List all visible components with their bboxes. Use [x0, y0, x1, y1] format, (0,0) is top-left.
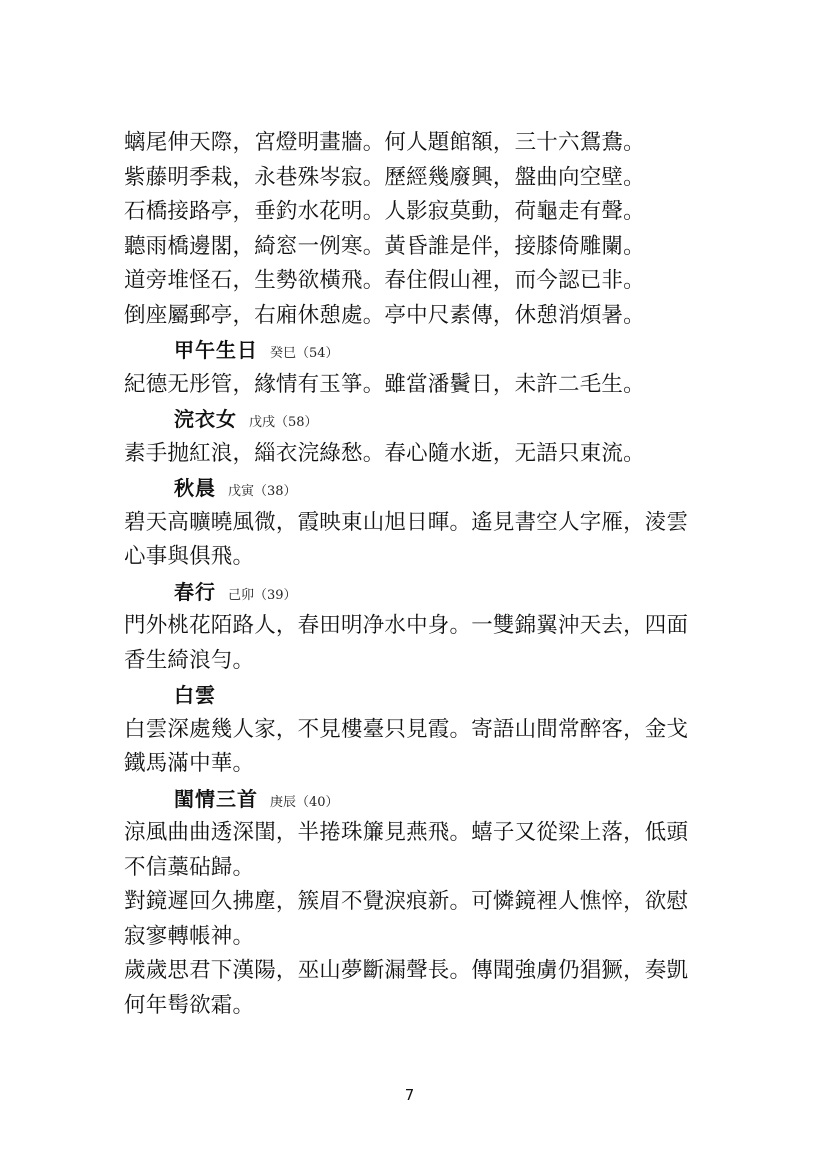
poem-date-note: 己卯（39）: [228, 587, 297, 603]
poem-title: 甲午生日: [174, 338, 258, 362]
poem-line: 香生綺浪勻。: [124, 647, 255, 673]
poem-line: 碧天高曠曉風微，霞映東山旭日暉。遙見書空人字雁，淩雲: [124, 509, 689, 535]
poem-line: 涼風曲曲透深閨，半捲珠簾見燕飛。蟢子又從梁上落，低頭: [124, 820, 689, 845]
poem-line: 何年髩欲霜。: [124, 992, 255, 1018]
poem-title: 春行: [174, 579, 216, 604]
poem-line: 不信藁砧歸。: [124, 854, 255, 880]
poem-title: 白雲: [174, 683, 216, 707]
poem-date-note: 癸巳（54）: [270, 346, 339, 361]
poem-line: 聽雨橋邊閣，綺窓一例寒。黃昏誰是伴，接膝倚雕闌。: [124, 233, 645, 259]
poem-line: 螭尾伸天際，宮燈明畫牆。何人題館額，三十六鴛鴦。: [124, 130, 645, 155]
poem-title: 閨情三首: [174, 786, 258, 811]
poem-heading: [124, 782, 724, 817]
poem-title: 秋晨: [174, 476, 216, 500]
poem-date-note: 戊戌（58）: [249, 415, 318, 430]
poem-line: 紫藤明季栽，永巷殊岑寂。歷經幾廢興，盤曲向空壁。: [124, 164, 645, 190]
poem-line: 素手抛紅浪，緇衣浣綠愁。春心隨水逝，无語只東流。: [124, 440, 645, 466]
poem-line: 白雲深處幾人家，不見樓臺只見霞。寄語山間常醉客，金戈: [124, 716, 689, 742]
poem-line: 倒座屬郵亭，右廂休憩處。亭中尺素傳，休憩消煩暑。: [124, 302, 645, 328]
poem-line: 門外桃花陌路人，春田明净水中身。一雙錦翼沖天去，四面: [124, 613, 689, 638]
poem-line: 歲歲思君下漢陽，巫山夢斷漏聲長。傳聞強虜仍猖獗，奏凱: [124, 958, 689, 983]
document-body: [124, 126, 724, 1023]
poem-date-note: 庚辰（40）: [270, 794, 339, 810]
poem-line: 鐵馬滿中華。: [124, 751, 255, 776]
poem-heading: [124, 678, 724, 713]
poem-line: 紀德无彤管，緣情有玉箏。雖當潘鬢日，未許二毛生。: [124, 371, 645, 397]
poem-line: 石橋接路亭，垂釣水花明。人影寂莫動，荷龜走有聲。: [124, 199, 645, 224]
poem-line: 心事與俱飛。: [124, 544, 255, 569]
poem-title: 浣衣女: [174, 407, 237, 431]
poem-line: 寂寥轉帳神。: [124, 923, 255, 949]
poem-line: 對鏡遲回久拂塵，簇眉不覺淚痕新。可憐鏡裡人憔悴，欲慰: [124, 889, 689, 914]
poem-date-note: 戊寅（38）: [228, 484, 297, 499]
page-number: 7: [404, 1086, 415, 1104]
poem-line: 道旁堆怪石，生勢欲橫飛。春住假山裡，而今認已非。: [124, 268, 645, 293]
poem-heading: [124, 402, 724, 437]
poem-heading: [124, 471, 724, 506]
poem-heading: [124, 333, 724, 368]
poem-heading: [124, 575, 724, 610]
